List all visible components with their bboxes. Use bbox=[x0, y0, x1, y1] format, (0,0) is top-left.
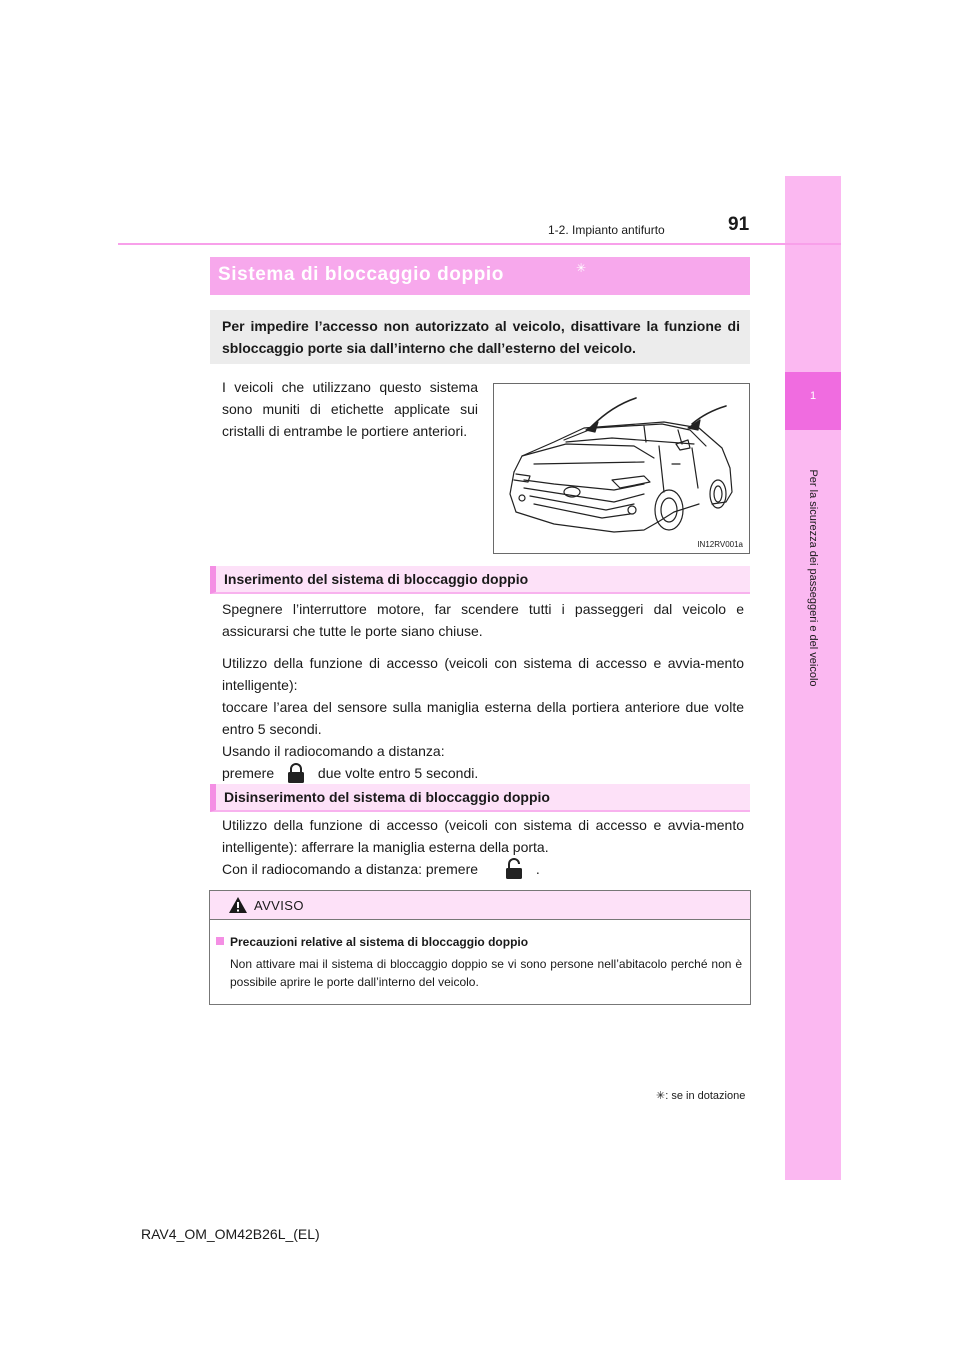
intro-paragraph: I veicoli che utilizzano questo sistema sono muniti di etichette applicate sui cristalli di entrambe le portiere anteriori. bbox=[222, 379, 478, 439]
intro-box: Per impedire l’accesso non autorizzato al veicolo, disattivare la funzione di sbloccaggio porte sia dall’interno che dall’esterno del veicolo. bbox=[210, 310, 750, 364]
vehicle-illustration bbox=[493, 383, 750, 554]
title-bar bbox=[210, 257, 750, 295]
warning-triangle-icon bbox=[228, 896, 248, 914]
footnote-text: : se in dotazione bbox=[665, 1090, 746, 1102]
page-title: Sistema di bloccaggio doppio bbox=[218, 264, 504, 285]
chapter-tab bbox=[785, 176, 841, 1180]
section-set-paragraph-1: Spegnere l’interruttore motore, far scendere tutti i passeggeri dal veicolo e assicurarsi che tutte le porte siano chiuse. bbox=[222, 601, 744, 639]
warning-box bbox=[209, 890, 751, 1005]
warning-header bbox=[210, 891, 750, 920]
running-header: 1-2. Impianto antifurto bbox=[548, 223, 665, 237]
page-number: 91 bbox=[728, 214, 750, 235]
unset-smart-access: Utilizzo della funzione di accesso (veicoli con sistema di accesso e avvia-mento intelligente): afferrare la maniglia esterna della porta. bbox=[222, 817, 744, 855]
section-set-paragraph-2 bbox=[222, 652, 744, 784]
asterisk-icon: ✳ bbox=[576, 261, 587, 275]
warning-text: Non attivare mai il sistema di bloccaggio doppio se vi sono persone nell’abitacolo perché non è possibile aprire le porte dall’interno del veicolo. bbox=[230, 957, 742, 989]
unset-remote-label: Con il radiocomando a distanza: premere bbox=[222, 861, 479, 877]
header-rule bbox=[118, 243, 841, 245]
section-unset-paragraph bbox=[222, 814, 744, 880]
unset-remote-instruction bbox=[222, 858, 744, 880]
set-smart-access-line: Utilizzo della funzione di accesso (veicoli con sistema di accesso e avvia-mento intelligente): bbox=[222, 655, 744, 693]
warning-heading: AVVISO bbox=[254, 898, 304, 913]
section-set-title: Inserimento del sistema di bloccaggio doppio bbox=[224, 571, 529, 587]
lock-icon bbox=[282, 762, 310, 784]
set-press-label: premere bbox=[222, 765, 275, 781]
warning-subheading-text: Precauzioni relative al sistema di bloccaggio doppio bbox=[230, 935, 529, 949]
set-remote-line: Usando il radiocomando a distanza: bbox=[222, 743, 445, 759]
set-smart-access-instruction: toccare l’area del sensore sulla maniglia esterna della portiera anteriore due volte entro 5 secondi. bbox=[222, 699, 744, 737]
set-remote-instruction bbox=[222, 762, 744, 784]
warning-subheading bbox=[216, 935, 528, 949]
section-unset-title: Disinserimento del sistema di bloccaggio doppio bbox=[224, 789, 550, 805]
bullet-square-icon bbox=[216, 937, 224, 945]
document-code: RAV4_OM_OM42B26L_(EL) bbox=[141, 1226, 320, 1242]
car-drawing bbox=[494, 384, 749, 553]
unlock-icon bbox=[500, 858, 528, 880]
chapter-title: Per la sicurezza dei passeggeri e del veicolo bbox=[807, 469, 819, 687]
figure-code: IN12RV001a bbox=[697, 540, 743, 549]
footnote bbox=[656, 1089, 745, 1102]
unset-period: . bbox=[535, 861, 540, 877]
chapter-number: 1 bbox=[809, 390, 817, 402]
set-press-count: due volte entro 5 secondi. bbox=[317, 765, 479, 781]
section-unset-header bbox=[210, 784, 750, 812]
chapter-title-container bbox=[801, 444, 825, 724]
section-set-header bbox=[210, 566, 750, 594]
footnote-asterisk-icon: ✳ bbox=[656, 1090, 666, 1102]
